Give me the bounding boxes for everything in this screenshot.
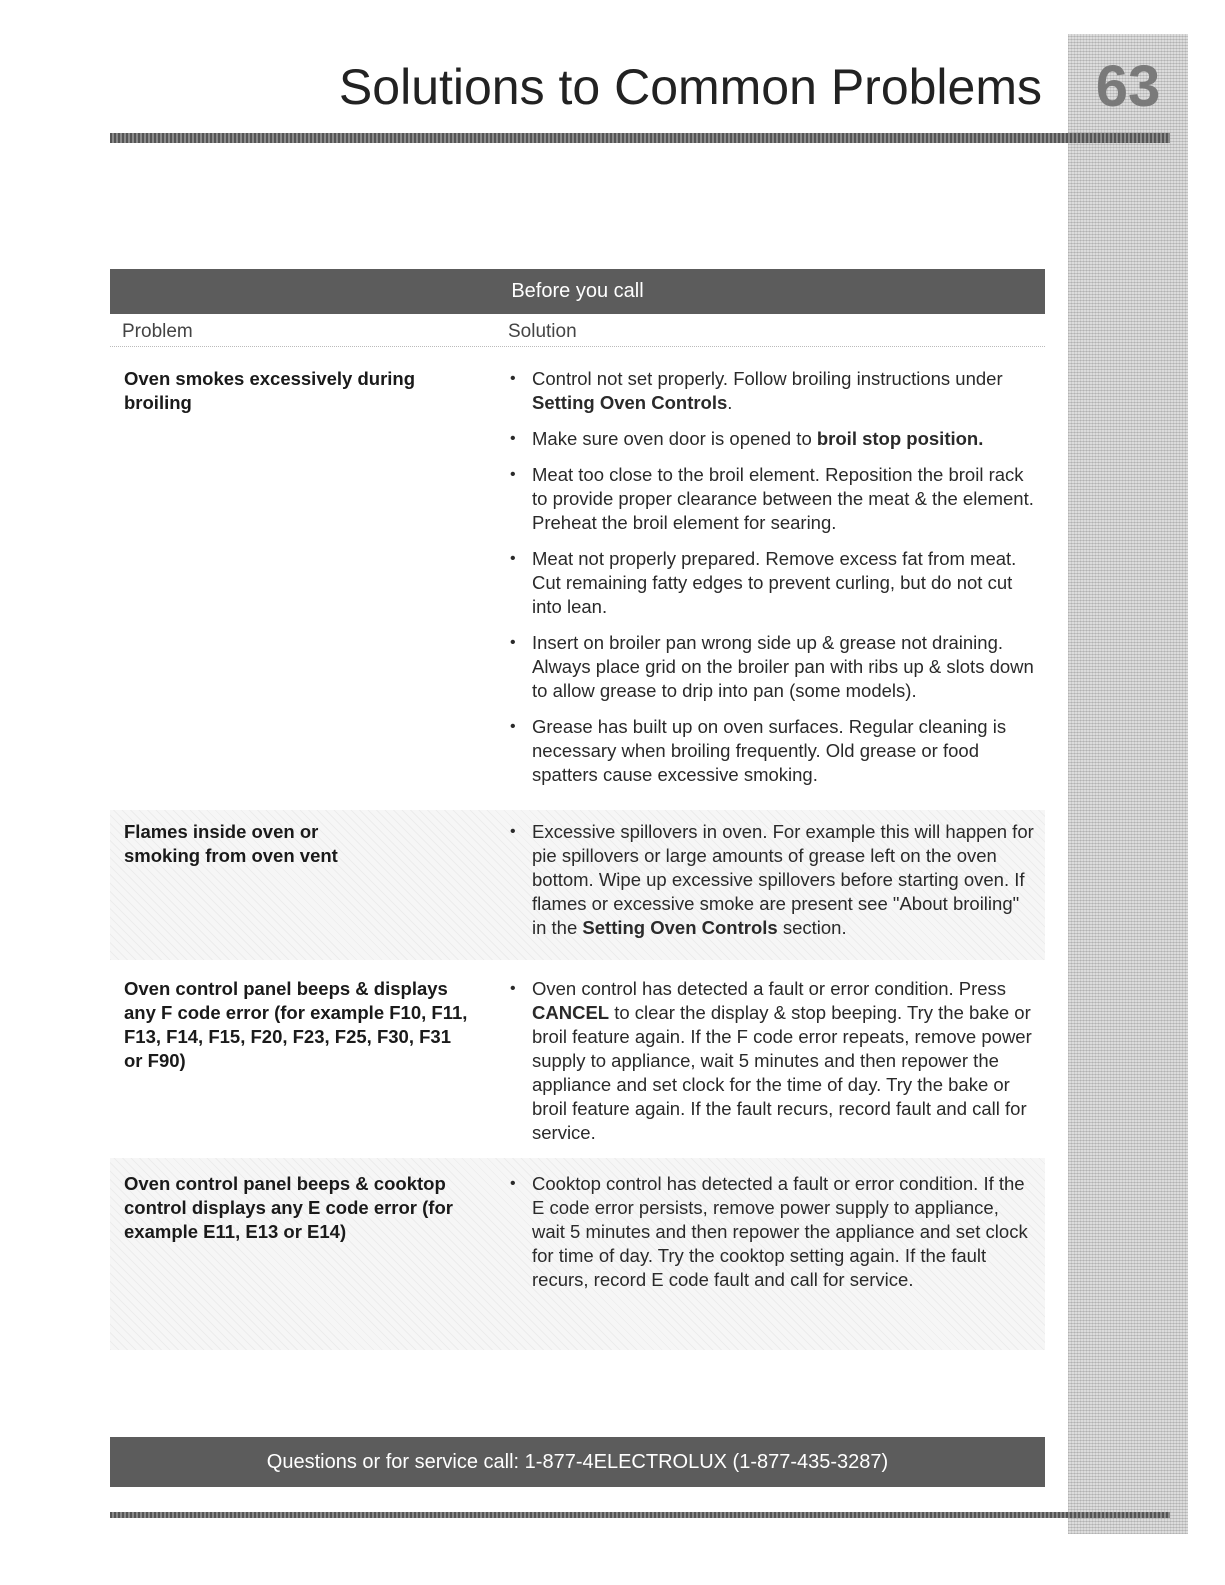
solution-text: Oven control has detected a fault or error condition. Press bbox=[532, 978, 1007, 999]
problem-text: Oven control panel beeps & cooktop control displays any E code error (for example E11, E13 or E14) bbox=[124, 1173, 453, 1242]
solution-list bbox=[505, 820, 1035, 952]
solution-item bbox=[505, 547, 1035, 619]
page-title: Solutions to Common Problems bbox=[338, 59, 1042, 115]
bottom-divider bbox=[110, 1512, 1170, 1518]
solution-list bbox=[505, 367, 1035, 799]
page-number: 63 bbox=[1095, 54, 1161, 119]
problem-text: Oven control panel beeps & displays any F code error (for example F10, F11, F13, F14, F15, F20, F23, F25, F30, F31 or F90) bbox=[124, 978, 468, 1071]
problem-text: Oven smokes excessively during broiling bbox=[124, 368, 416, 413]
solution-item bbox=[505, 1172, 1035, 1292]
solution-text: Grease has built up on oven surfaces. Regular cleaning is necessary when broiling frequently. Old grease or food spatters cause excessive smoking. bbox=[532, 716, 1007, 785]
solution-text: Cooktop control has detected a fault or error condition. If the E code error persists, remove power supply to appliance, wait 5 minutes and then repower the appliance and set clock for time of day. Try the cooktop setting again. If the fault recurs, record E code fault and call for service. bbox=[532, 1173, 1028, 1290]
solution-text: Meat not properly prepared. Remove excess fat from meat. Cut remaining fatty edges to prevent curling, but do not cut into lean. bbox=[532, 548, 1017, 617]
page-side-tab bbox=[1068, 34, 1188, 1534]
solution-emphasis: Setting Oven Controls bbox=[532, 392, 728, 413]
solution-emphasis: CANCEL bbox=[532, 1002, 610, 1023]
table-row bbox=[110, 810, 1045, 960]
solution-text: section. bbox=[777, 917, 847, 938]
solution-text: . bbox=[727, 392, 733, 413]
top-divider bbox=[110, 133, 1170, 143]
table-row bbox=[110, 355, 1045, 805]
service-call-banner: Questions or for service call: 1-877-4ELECTROLUX (1-877-435-3287) bbox=[110, 1437, 1045, 1487]
solution-text: Control not set properly. Follow broiling instructions under bbox=[532, 368, 1003, 389]
solution-item bbox=[505, 367, 1035, 415]
solution-item bbox=[505, 977, 1035, 1145]
solution-item bbox=[505, 820, 1035, 940]
table-row bbox=[110, 1158, 1045, 1350]
problem-text: Flames inside oven or smoking from oven vent bbox=[124, 821, 338, 866]
solution-item bbox=[505, 463, 1035, 535]
table-row bbox=[110, 965, 1045, 1145]
solution-text: Excessive spillovers in oven. For example this will happen for pie spillovers or large amounts of grease left on the oven bottom. Wipe up excessive spillovers before starting oven. If flames or excessive smoke are present see "About broiling" in the bbox=[532, 821, 1034, 938]
solution-item bbox=[505, 631, 1035, 703]
column-header-problem: Problem bbox=[122, 321, 193, 342]
column-header-solution: Solution bbox=[508, 321, 577, 342]
solution-text: Insert on broiler pan wrong side up & grease not draining. Always place grid on the broiler pan with ribs up & slots down to allow grease to drip into pan (some models). bbox=[532, 632, 1034, 701]
solution-list bbox=[505, 977, 1035, 1157]
solution-text: to clear the display & stop beeping. Try the bake or broil feature again. If the F code error repeats, remove power supply to appliance, wait 5 minutes and then repower the appliance and set clock for the time of day. Try the bake or broil feature again. If the fault recurs, record fault and call for service. bbox=[532, 1002, 1032, 1143]
solution-list bbox=[505, 1172, 1035, 1304]
solution-item bbox=[505, 715, 1035, 787]
column-headers bbox=[110, 316, 1045, 347]
solution-emphasis: Setting Oven Controls bbox=[582, 917, 778, 938]
solution-emphasis: broil stop position. bbox=[816, 428, 984, 449]
solution-item bbox=[505, 427, 1035, 451]
solution-text: Make sure oven door is opened to bbox=[532, 428, 817, 449]
solution-text: Meat too close to the broil element. Reposition the broil rack to provide proper clearance between the meat & the element. Preheat the broil element for searing. bbox=[532, 464, 1034, 533]
table-banner: Before you call bbox=[110, 269, 1045, 314]
